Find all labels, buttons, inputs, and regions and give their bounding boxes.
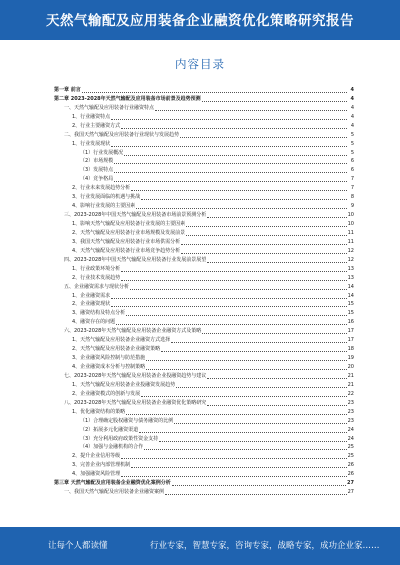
toc-entry[interactable]: [54, 461, 354, 470]
toc-entry-page: 10: [347, 212, 354, 219]
dot-leader: [111, 145, 347, 147]
dot-leader: [121, 127, 347, 129]
toc-entry-text: 一、我国天然气输配及应用装备企业融资案例: [64, 489, 165, 496]
toc-entry-text: 2、行业未来发展趋势分析: [72, 185, 131, 192]
toc-entry[interactable]: [54, 488, 354, 497]
dot-leader: [114, 162, 347, 164]
toc-entry-page: 19: [347, 355, 354, 362]
toc-entry-page: 6: [350, 158, 354, 165]
toc-entry-page: 4: [350, 122, 354, 129]
dot-leader: [186, 225, 346, 227]
toc-entry[interactable]: [54, 381, 354, 390]
toc-entry-text: （3）发展特点: [80, 167, 114, 174]
toc-entry-page: 21: [347, 372, 354, 379]
toc-entry[interactable]: [54, 354, 354, 363]
toc-entry-page: 7: [350, 185, 354, 192]
dot-leader: [202, 100, 347, 102]
toc-entry-page: 25: [347, 444, 354, 451]
toc-entry-page: 6: [350, 167, 354, 174]
dot-leader: [155, 109, 347, 111]
dot-leader: [146, 359, 346, 361]
dot-leader: [207, 377, 346, 379]
toc-entry-page: 18: [347, 346, 354, 353]
toc-entry-page: 27: [347, 480, 354, 487]
dot-leader: [144, 448, 346, 450]
toc-entry[interactable]: [54, 444, 354, 453]
dot-leader: [121, 270, 346, 272]
header-banner: [0, 0, 400, 40]
toc-entry-page: 14: [347, 283, 354, 290]
dot-leader: [171, 341, 346, 343]
toc-entry[interactable]: [54, 265, 354, 274]
toc-entry-page: 4: [350, 104, 354, 111]
toc-entry-text: 2、天然气输配及应用装备行业市场规模及发展前景: [72, 229, 186, 236]
dot-leader: [207, 216, 346, 218]
toc-entry-text: （2）市场规模: [80, 158, 114, 165]
toc-entry[interactable]: [54, 417, 354, 426]
toc-entry-text: 2、行业技术发展趋势: [72, 274, 121, 281]
dot-leader: [121, 279, 346, 281]
toc-entry[interactable]: [54, 158, 354, 167]
toc-entry-text: 二、我国天然气输配及应用装备行业现状与发展趋势: [64, 131, 180, 138]
dot-leader: [141, 395, 346, 397]
toc-entry-text: （1）合理确定股权融资与债务融资的比例: [80, 417, 174, 424]
toc-entry-text: 2、行业主要融资方式: [72, 122, 121, 129]
toc-entry-page: 27: [347, 489, 354, 496]
toc-entry[interactable]: [54, 256, 354, 265]
toc-entry-page: 7: [350, 176, 354, 183]
toc-entry[interactable]: [54, 131, 354, 140]
toc-entry-page: 5: [350, 140, 354, 147]
toc-entry-text: 1、行业政策环境分析: [72, 265, 121, 272]
toc-entry[interactable]: [54, 86, 354, 95]
toc-entry-text: 4、融资存在的问题: [72, 319, 116, 326]
toc-entry[interactable]: [54, 408, 354, 417]
toc-entry[interactable]: [54, 166, 354, 175]
dot-leader: [111, 297, 346, 299]
toc-entry-text: 2、企业融资现状: [72, 301, 111, 308]
toc-entry-text: 1、天然气输配及应用装备企业融资方式选择: [72, 337, 171, 344]
toc-entry[interactable]: [54, 202, 354, 211]
toc-entry-text: 2、企业融资模式的创新与发展: [72, 390, 141, 397]
dot-leader: [114, 171, 347, 173]
dot-leader: [207, 404, 346, 406]
table-of-contents: [54, 86, 354, 497]
dot-leader: [111, 118, 347, 120]
toc-entry[interactable]: [54, 390, 354, 399]
toc-entry[interactable]: [54, 193, 354, 202]
dot-leader: [114, 180, 347, 182]
toc-entry-text: 五、企业融资需求与现状分析: [64, 283, 130, 290]
toc-entry[interactable]: [54, 372, 354, 381]
toc-entry-text: 4、天然气输配及应用装备行业市场竞争趋势分析: [72, 247, 181, 254]
dot-leader: [121, 475, 346, 477]
toc-entry-text: 3、融资结构及特点分析: [72, 310, 126, 317]
toc-entry-text: 3、企业融资风险控制与防范措施: [72, 355, 146, 362]
toc-heading: 内容目录: [175, 57, 225, 71]
dot-leader: [176, 386, 346, 388]
toc-entry[interactable]: [54, 149, 354, 158]
toc-entry-text: 3、完善企业内部管理机制: [72, 462, 131, 469]
toc-entry-text: 一、天然气输配及应用装备行业融资特点: [64, 104, 155, 111]
toc-entry-page: 20: [347, 364, 354, 371]
toc-entry-text: 第二章 2023-2028年天然气输配及应用装备市场前景及趋势预测: [54, 95, 201, 102]
toc-entry[interactable]: [54, 470, 354, 479]
toc-entry-text: 七、2023-2028年天然气输配及应用装备企业投融资趋势与建议: [64, 372, 207, 379]
toc-entry-page: 15: [347, 310, 354, 317]
toc-entry[interactable]: [54, 479, 354, 488]
toc-entry[interactable]: [54, 95, 354, 104]
dot-leader: [159, 440, 346, 442]
dot-leader: [139, 431, 346, 433]
toc-entry-page: 5: [350, 131, 354, 138]
toc-entry-text: 八、2023-2028年天然气输配及应用装备企业融资优化策略研究: [64, 399, 207, 406]
toc-entry-page: 21: [347, 381, 354, 388]
toc-entry[interactable]: [54, 184, 354, 193]
toc-entry[interactable]: [54, 211, 354, 220]
toc-entry[interactable]: [54, 229, 354, 238]
dot-leader: [181, 243, 346, 245]
dot-leader: [126, 413, 346, 415]
toc-entry-text: 2、提升企业信用等级: [72, 453, 121, 460]
dot-leader: [126, 314, 346, 316]
toc-entry[interactable]: [54, 238, 354, 247]
toc-entry[interactable]: [54, 336, 354, 345]
toc-entry-page: 12: [347, 247, 354, 254]
dot-leader: [207, 261, 346, 263]
dot-leader: [111, 305, 346, 307]
dot-leader: [116, 323, 346, 325]
dot-leader: [131, 189, 347, 191]
toc-entry[interactable]: [54, 301, 354, 310]
toc-entry-page: 22: [347, 390, 354, 397]
dot-leader: [165, 493, 347, 495]
toc-entry[interactable]: [54, 274, 354, 283]
toc-entry[interactable]: [54, 363, 354, 372]
toc-entry-page: 23: [347, 408, 354, 415]
toc-entry-text: 1、天然气输配及应用装备企业投融资发展趋势: [72, 381, 176, 388]
toc-entry[interactable]: [54, 247, 354, 256]
footer-slogan: 行业专家，智慧专家，咨询专家，战略专家，成功企业家……: [150, 541, 380, 551]
dot-leader: [136, 207, 347, 209]
toc-entry[interactable]: [54, 175, 354, 184]
toc-entry-text: 1、优化融资结构的策略: [72, 408, 126, 415]
toc-entry-text: 1、影响天然气输配及应用装备行业发展的主要因素: [72, 221, 186, 228]
dot-leader: [180, 136, 347, 138]
toc-entry-page: 9: [350, 203, 354, 210]
dot-leader: [174, 422, 346, 424]
toc-entry-page: 13: [347, 274, 354, 281]
toc-entry-text: 四、2023-2028年中国天然气输配及应用装备行业发展前景展望: [64, 256, 207, 263]
toc-entry-page: 26: [347, 471, 354, 478]
toc-entry-page: 4: [350, 113, 354, 120]
toc-entry-page: 5: [350, 149, 354, 156]
dot-leader: [202, 332, 346, 334]
toc-entry-page: 8: [350, 194, 354, 201]
toc-entry-page: 4: [350, 95, 354, 102]
dot-leader: [181, 252, 346, 254]
dot-leader: [131, 466, 346, 468]
toc-entry-page: 24: [347, 435, 354, 442]
toc-entry-text: （3）充分利用政府政策性资金支持: [80, 435, 159, 442]
toc-entry-page: 14: [347, 292, 354, 299]
toc-entry-page: 10: [347, 221, 354, 228]
toc-entry[interactable]: [54, 220, 354, 229]
toc-entry-text: 4、企业融资成本分析与控制策略: [72, 364, 146, 371]
toc-entry[interactable]: [54, 309, 354, 318]
toc-entry[interactable]: [54, 452, 354, 461]
toc-entry[interactable]: [54, 426, 354, 435]
toc-entry-text: 1、企业融资需求: [72, 292, 111, 299]
toc-entry-page: 16: [347, 319, 354, 326]
dot-leader: [124, 154, 347, 156]
toc-entry-text: （4）竞争格局: [80, 176, 114, 183]
footer-banner: [0, 527, 400, 565]
toc-entry-text: 2、天然气输配及应用装备企业融资策略: [72, 346, 161, 353]
toc-entry-page: 12: [347, 256, 354, 263]
toc-entry-text: 第三章 天然气输配及应用装备企业融资优化案例分析: [54, 480, 171, 487]
toc-entry[interactable]: [54, 318, 354, 327]
toc-entry-text: 三、2023-2028年中国天然气输配及应用装备市场前景预测分析: [64, 212, 207, 219]
dot-leader: [172, 484, 346, 486]
toc-entry-page: 11: [347, 229, 354, 236]
toc-entry-page: 25: [347, 453, 354, 460]
toc-entry-page: 4: [350, 86, 354, 93]
toc-entry-page: 17: [347, 328, 354, 335]
toc-entry-text: （4）加强与金融机构的合作: [80, 444, 144, 451]
toc-entry[interactable]: [54, 140, 354, 149]
toc-entry[interactable]: [54, 435, 354, 444]
toc-entry-page: 11: [347, 238, 354, 245]
toc-entry[interactable]: [54, 113, 354, 122]
toc-entry[interactable]: [54, 292, 354, 301]
toc-entry-page: 26: [347, 462, 354, 469]
toc-entry-text: 4、影响行业发展的主要因素: [72, 203, 136, 210]
footer-brand: 让每个人都读懂: [48, 541, 108, 551]
toc-entry-page: 13: [347, 265, 354, 272]
toc-entry-text: 3、行业发展面临的机遇与挑战: [72, 194, 141, 201]
toc-entry-page: 17: [347, 337, 354, 344]
toc-entry[interactable]: [54, 104, 354, 113]
toc-entry-text: 4、加强融资风险管理: [72, 471, 121, 478]
toc-entry-text: （2）拓展多元化融资渠道: [80, 426, 139, 433]
toc-entry[interactable]: [54, 283, 354, 292]
toc-entry-page: 15: [347, 301, 354, 308]
dot-leader: [161, 350, 346, 352]
toc-entry-text: 1、行业融资特点: [72, 113, 111, 120]
toc-entry[interactable]: [54, 345, 354, 354]
dot-leader: [82, 91, 347, 93]
toc-entry-text: 1、行业发展现状: [72, 140, 111, 147]
toc-entry-page: 24: [347, 426, 354, 433]
toc-entry[interactable]: [54, 327, 354, 336]
toc-entry-page: 23: [347, 417, 354, 424]
dot-leader: [146, 368, 346, 370]
toc-entry-text: 第一章 前言: [54, 86, 81, 93]
toc-entry[interactable]: [54, 122, 354, 131]
toc-entry-text: 3、我国天然气输配及应用装备行业市场供需分析: [72, 238, 181, 245]
toc-entry-text: 六、2023-2028年天然气输配及应用装备企业融资方式及策略: [64, 328, 202, 335]
report-title: 天然气输配及应用装备企业融资优化策略研究报告: [46, 13, 354, 29]
dot-leader: [186, 234, 346, 236]
dot-leader: [130, 288, 347, 290]
toc-entry-page: 23: [347, 399, 354, 406]
toc-entry-text: （1）行业发展概况: [80, 149, 124, 156]
dot-leader: [141, 198, 347, 200]
toc-entry[interactable]: [54, 399, 354, 408]
dot-leader: [121, 457, 346, 459]
